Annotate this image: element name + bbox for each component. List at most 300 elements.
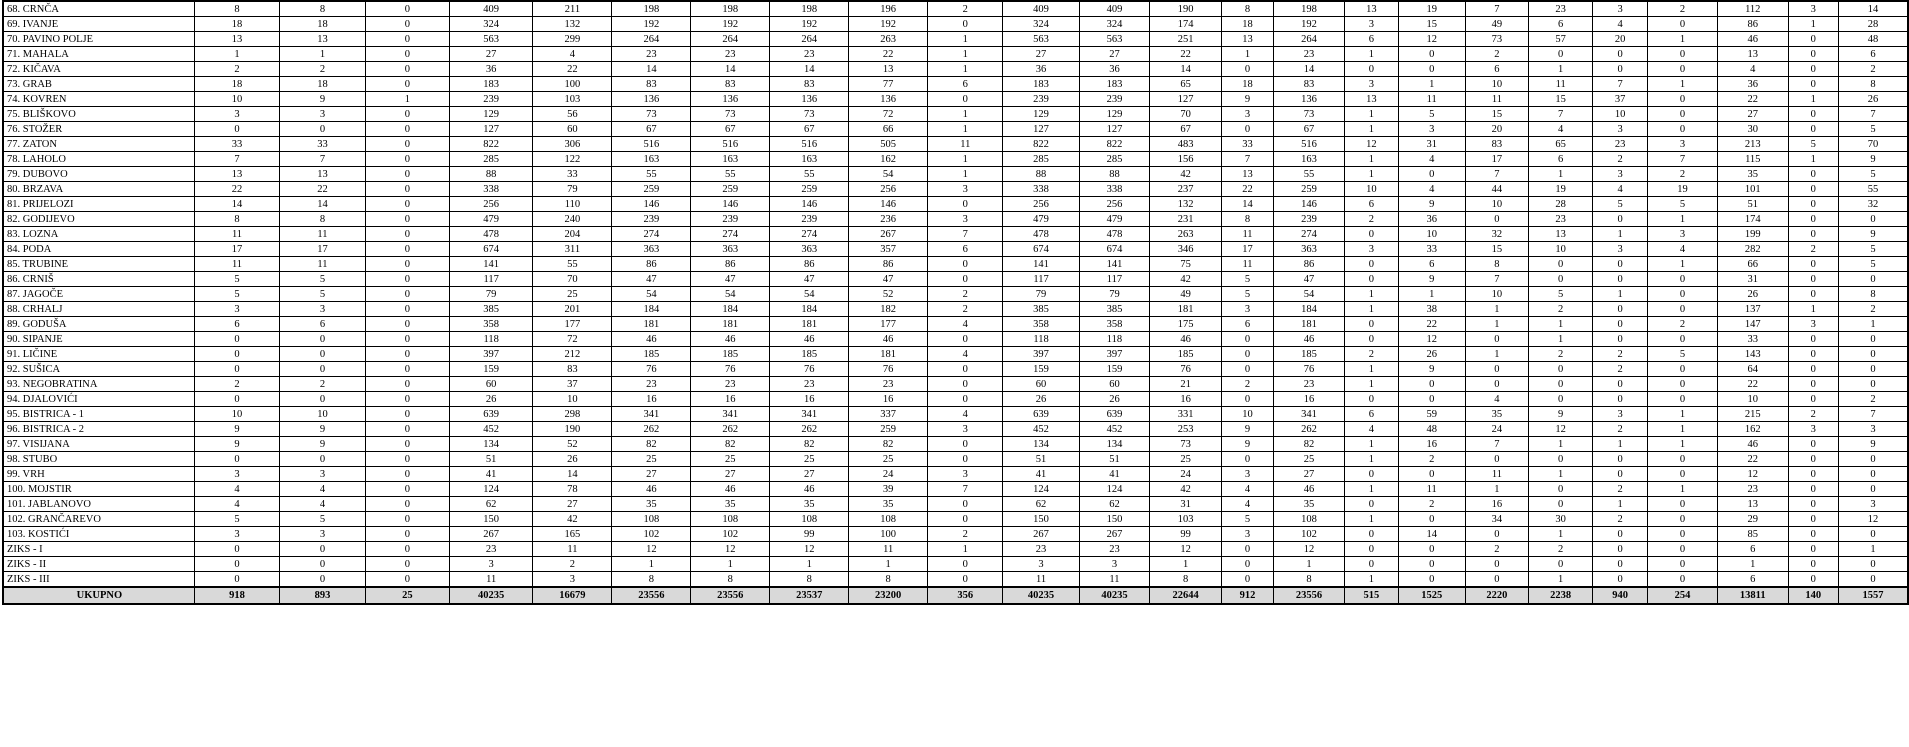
table-cell: 0: [1648, 392, 1718, 407]
table-cell: 3: [928, 182, 1003, 197]
table-cell: 516: [691, 137, 770, 152]
total-cell: 912: [1221, 587, 1273, 604]
table-cell: 0: [365, 527, 449, 542]
table-cell: 0: [365, 227, 449, 242]
table-cell: 47: [1274, 272, 1345, 287]
table-cell: 0: [1788, 47, 1838, 62]
table-cell: 311: [533, 242, 612, 257]
table-cell: 0: [1221, 122, 1273, 137]
table-cell: 0: [365, 107, 449, 122]
table-cell: 29: [1717, 512, 1788, 527]
table-cell: 0: [280, 347, 365, 362]
table-cell: 674: [449, 242, 533, 257]
table-cell: 163: [612, 152, 691, 167]
table-cell: 1: [1344, 287, 1398, 302]
table-cell: 60: [1079, 377, 1150, 392]
table-cell: 274: [770, 227, 849, 242]
table-cell: 1: [928, 167, 1003, 182]
table-cell: 79: [1003, 287, 1079, 302]
table-cell: 46: [1717, 437, 1788, 452]
table-cell: 1: [1344, 122, 1398, 137]
table-cell: 10: [533, 392, 612, 407]
table-cell: 23: [1274, 377, 1345, 392]
table-cell: 2: [1344, 212, 1398, 227]
table-cell: 0: [1529, 482, 1593, 497]
table-cell: 23: [849, 377, 928, 392]
table-cell: 282: [1717, 242, 1788, 257]
table-cell: 83: [770, 77, 849, 92]
table-cell: 23: [1274, 47, 1345, 62]
table-cell: 3: [1648, 227, 1718, 242]
table-cell: 11: [1003, 572, 1079, 588]
table-cell: 19: [1529, 182, 1593, 197]
table-cell: 2: [1593, 512, 1648, 527]
table-cell: 0: [194, 347, 279, 362]
table-cell: 0: [1344, 257, 1398, 272]
table-cell: 1: [770, 557, 849, 572]
table-cell: 2: [928, 527, 1003, 542]
table-cell: 0: [1648, 527, 1718, 542]
table-row: [3, 332, 1908, 347]
table-cell: 822: [449, 137, 533, 152]
table-cell: 0: [1839, 452, 1908, 467]
table-cell: 0: [928, 257, 1003, 272]
table-cell: 7: [928, 482, 1003, 497]
table-cell: 0: [1788, 542, 1838, 557]
table-cell: 0: [365, 422, 449, 437]
table-cell: 259: [1274, 182, 1345, 197]
table-cell: 181: [849, 347, 928, 362]
table-row: [3, 182, 1908, 197]
table-cell: 237: [1150, 182, 1222, 197]
table-cell: 6: [194, 317, 279, 332]
table-cell: 54: [691, 287, 770, 302]
table-cell: 16: [770, 392, 849, 407]
table-cell: 22: [533, 62, 612, 77]
table-cell: 346: [1150, 242, 1222, 257]
table-cell: 5: [1788, 137, 1838, 152]
table-cell: 0: [1398, 392, 1465, 407]
table-cell: 0: [1648, 122, 1718, 137]
table-cell: 0: [1648, 272, 1718, 287]
table-cell: 5: [1593, 197, 1648, 212]
table-cell: 1: [1529, 572, 1593, 588]
table-cell: 22: [1221, 182, 1273, 197]
table-cell: 0: [928, 437, 1003, 452]
table-cell: 3: [928, 422, 1003, 437]
table-cell: 1: [1839, 317, 1908, 332]
table-cell: 5: [1839, 122, 1908, 137]
total-cell: 140: [1788, 587, 1838, 604]
table-cell: 1: [1344, 302, 1398, 317]
table-cell: 2: [1593, 482, 1648, 497]
table-cell: 7: [1221, 152, 1273, 167]
table-cell: 73: [612, 107, 691, 122]
table-cell: 0: [928, 512, 1003, 527]
table-cell: 6: [1344, 32, 1398, 47]
table-cell: 31: [1150, 497, 1222, 512]
table-cell: 1: [1593, 287, 1648, 302]
table-row: [3, 107, 1908, 122]
table-cell: 16: [1465, 497, 1529, 512]
table-row: [3, 362, 1908, 377]
total-cell: 40235: [1003, 587, 1079, 604]
total-cell: 254: [1648, 587, 1718, 604]
table-cell: 2: [194, 377, 279, 392]
table-cell: 0: [365, 137, 449, 152]
table-cell: 33: [1398, 242, 1465, 257]
table-cell: 397: [1079, 347, 1150, 362]
table-cell: 4: [1465, 392, 1529, 407]
table-cell: 0: [1648, 542, 1718, 557]
table-cell: 9: [194, 437, 279, 452]
table-cell: 264: [691, 32, 770, 47]
table-cell: 192: [770, 17, 849, 32]
row-label-cell: 97. VISIJANA: [3, 437, 194, 452]
total-cell: 16679: [533, 587, 612, 604]
table-cell: 33: [194, 137, 279, 152]
table-cell: 3: [1593, 122, 1648, 137]
table-cell: 0: [1221, 392, 1273, 407]
table-cell: 0: [1529, 362, 1593, 377]
table-cell: 251: [1150, 32, 1222, 47]
row-label-cell: 100. MOJSTIR: [3, 482, 194, 497]
table-row: [3, 152, 1908, 167]
row-label-cell: 94. DJALOVIĆI: [3, 392, 194, 407]
table-cell: 2: [1221, 377, 1273, 392]
table-cell: 0: [1788, 212, 1838, 227]
table-cell: 4: [533, 47, 612, 62]
row-label-cell: 76. STOŽER: [3, 122, 194, 137]
row-label-cell: 87. JAGOČE: [3, 287, 194, 302]
table-cell: 122: [533, 152, 612, 167]
table-cell: 27: [612, 467, 691, 482]
table-cell: 12: [1398, 332, 1465, 347]
table-cell: 13: [280, 167, 365, 182]
table-cell: 85: [1717, 527, 1788, 542]
table-cell: 0: [1788, 122, 1838, 137]
table-cell: 118: [1003, 332, 1079, 347]
row-label-cell: 82. GODIJEVO: [3, 212, 194, 227]
table-cell: 5: [280, 512, 365, 527]
table-cell: 0: [1788, 512, 1838, 527]
table-cell: 86: [1717, 17, 1788, 32]
table-cell: 7: [1465, 272, 1529, 287]
table-cell: 267: [449, 527, 533, 542]
table-cell: 129: [449, 107, 533, 122]
row-label-cell: ZIKS - III: [3, 572, 194, 588]
table-cell: 185: [1150, 347, 1222, 362]
table-cell: 26: [1398, 347, 1465, 362]
table-cell: 7: [1465, 1, 1529, 17]
table-cell: 2: [1593, 362, 1648, 377]
table-cell: 0: [1465, 212, 1529, 227]
table-row: [3, 437, 1908, 452]
total-cell: 23200: [849, 587, 928, 604]
table-cell: 479: [1079, 212, 1150, 227]
table-cell: 67: [612, 122, 691, 137]
table-cell: 2: [1344, 347, 1398, 362]
table-cell: 0: [928, 272, 1003, 287]
table-cell: 0: [1788, 482, 1838, 497]
table-cell: 6: [1465, 62, 1529, 77]
table-cell: 4: [1221, 497, 1273, 512]
table-cell: 324: [1003, 17, 1079, 32]
table-cell: 341: [1274, 407, 1345, 422]
table-cell: 1: [1465, 347, 1529, 362]
table-cell: 14: [1274, 62, 1345, 77]
table-cell: 41: [1003, 467, 1079, 482]
table-row: [3, 257, 1908, 272]
table-cell: 55: [770, 167, 849, 182]
table-cell: 0: [1593, 557, 1648, 572]
table-cell: 0: [365, 302, 449, 317]
table-cell: 3: [449, 557, 533, 572]
table-cell: 22: [1398, 317, 1465, 332]
table-cell: 83: [1465, 137, 1529, 152]
table-cell: 66: [1717, 257, 1788, 272]
table-cell: 181: [1274, 317, 1345, 332]
table-cell: 55: [1839, 182, 1908, 197]
table-cell: 3: [194, 107, 279, 122]
table-cell: 2: [1839, 302, 1908, 317]
table-cell: 8: [1274, 572, 1345, 588]
table-cell: 199: [1717, 227, 1788, 242]
table-cell: 0: [1593, 272, 1648, 287]
table-cell: 177: [533, 317, 612, 332]
table-cell: 1: [1529, 167, 1593, 182]
table-cell: 306: [533, 137, 612, 152]
table-cell: 184: [691, 302, 770, 317]
table-cell: 159: [449, 362, 533, 377]
table-cell: 2: [1593, 422, 1648, 437]
table-cell: 55: [533, 257, 612, 272]
table-cell: 18: [194, 17, 279, 32]
table-cell: 0: [1648, 17, 1718, 32]
table-cell: 0: [1593, 302, 1648, 317]
row-label-cell: 78. LAHOLO: [3, 152, 194, 167]
row-label-cell: 90. SIPANJE: [3, 332, 194, 347]
table-cell: 48: [1398, 422, 1465, 437]
table-cell: 181: [770, 317, 849, 332]
table-cell: 64: [1717, 362, 1788, 377]
table-cell: 108: [770, 512, 849, 527]
table-cell: 341: [770, 407, 849, 422]
table-cell: 3: [1344, 17, 1398, 32]
table-cell: 18: [280, 17, 365, 32]
table-cell: 25: [691, 452, 770, 467]
table-cell: 0: [1465, 557, 1529, 572]
table-cell: 99: [1150, 527, 1222, 542]
table-cell: 27: [1717, 107, 1788, 122]
table-cell: 11: [280, 227, 365, 242]
table-cell: 11: [1465, 92, 1529, 107]
table-cell: 4: [1398, 152, 1465, 167]
table-cell: 35: [849, 497, 928, 512]
total-cell: 40235: [1079, 587, 1150, 604]
total-cell: 23556: [612, 587, 691, 604]
table-cell: 1: [849, 557, 928, 572]
table-cell: 6: [1717, 542, 1788, 557]
table-cell: 60: [449, 377, 533, 392]
table-cell: 274: [1274, 227, 1345, 242]
table-cell: 54: [612, 287, 691, 302]
table-cell: 117: [449, 272, 533, 287]
table-cell: 129: [1079, 107, 1150, 122]
table-cell: 124: [1003, 482, 1079, 497]
table-cell: 1: [1344, 47, 1398, 62]
table-cell: 25: [1274, 452, 1345, 467]
table-cell: 3: [1398, 122, 1465, 137]
row-label-cell: 75. BLIŠKOVO: [3, 107, 194, 122]
table-cell: 16: [612, 392, 691, 407]
table-cell: 563: [449, 32, 533, 47]
table-cell: 0: [194, 122, 279, 137]
table-cell: 103: [1150, 512, 1222, 527]
table-cell: 0: [1221, 332, 1273, 347]
table-cell: 0: [1788, 62, 1838, 77]
table-cell: 0: [928, 392, 1003, 407]
table-cell: 0: [365, 497, 449, 512]
table-cell: 79: [1079, 287, 1150, 302]
table-cell: 0: [1593, 572, 1648, 588]
table-cell: 0: [1465, 527, 1529, 542]
table-cell: 17: [1221, 242, 1273, 257]
table-cell: 3: [1079, 557, 1150, 572]
table-cell: 239: [1003, 92, 1079, 107]
table-cell: 1: [1788, 152, 1838, 167]
table-cell: 0: [1398, 572, 1465, 588]
table-cell: 274: [612, 227, 691, 242]
table-cell: 1: [1150, 557, 1222, 572]
table-cell: 5: [1221, 272, 1273, 287]
table-cell: 108: [849, 512, 928, 527]
table-cell: 8: [691, 572, 770, 588]
table-cell: 33: [533, 167, 612, 182]
table-cell: 12: [1839, 512, 1908, 527]
table-cell: 156: [1150, 152, 1222, 167]
table-cell: 5: [1648, 347, 1718, 362]
table-cell: 563: [1079, 32, 1150, 47]
table-cell: 0: [1344, 542, 1398, 557]
table-cell: 1: [1529, 527, 1593, 542]
table-cell: 72: [533, 332, 612, 347]
table-cell: 0: [1221, 62, 1273, 77]
table-cell: 75: [1150, 257, 1222, 272]
table-cell: 136: [770, 92, 849, 107]
table-cell: 259: [612, 182, 691, 197]
table-cell: 86: [691, 257, 770, 272]
table-cell: 0: [1465, 362, 1529, 377]
table-cell: 0: [1648, 557, 1718, 572]
table-cell: 0: [1398, 62, 1465, 77]
row-label-cell: 99. VRH: [3, 467, 194, 482]
total-cell: 1525: [1398, 587, 1465, 604]
total-cell: 13811: [1717, 587, 1788, 604]
table-cell: 0: [365, 467, 449, 482]
table-cell: 0: [1529, 452, 1593, 467]
table-cell: 25: [533, 287, 612, 302]
table-cell: 8: [1221, 1, 1273, 17]
table-cell: 0: [1465, 377, 1529, 392]
table-cell: 8: [1221, 212, 1273, 227]
table-cell: 5: [280, 287, 365, 302]
table-cell: 12: [770, 542, 849, 557]
table-cell: 2: [280, 377, 365, 392]
table-cell: 0: [1398, 467, 1465, 482]
table-cell: 34: [1465, 512, 1529, 527]
total-cell: 23537: [770, 587, 849, 604]
table-cell: 3: [928, 467, 1003, 482]
table-cell: 478: [1079, 227, 1150, 242]
table-cell: 181: [612, 317, 691, 332]
table-cell: 10: [1465, 197, 1529, 212]
table-cell: 0: [194, 572, 279, 588]
table-cell: 4: [194, 482, 279, 497]
table-cell: 99: [770, 527, 849, 542]
total-cell: 515: [1344, 587, 1398, 604]
table-cell: 397: [1003, 347, 1079, 362]
table-cell: 198: [1274, 1, 1345, 17]
table-cell: 1: [1465, 482, 1529, 497]
row-label-cell: 96. BISTRICA - 2: [3, 422, 194, 437]
table-cell: 409: [1003, 1, 1079, 17]
table-cell: 0: [1788, 362, 1838, 377]
table-cell: 12: [691, 542, 770, 557]
table-cell: 0: [1344, 227, 1398, 242]
table-cell: 0: [1648, 497, 1718, 512]
table-cell: 35: [1465, 407, 1529, 422]
table-cell: 10: [1465, 77, 1529, 92]
table-cell: 338: [1003, 182, 1079, 197]
table-cell: 163: [691, 152, 770, 167]
table-cell: 0: [1221, 452, 1273, 467]
table-cell: 46: [612, 332, 691, 347]
table-cell: 0: [1839, 557, 1908, 572]
row-label-cell: 88. CRHALJ: [3, 302, 194, 317]
table-cell: 42: [1150, 167, 1222, 182]
table-cell: 4: [928, 407, 1003, 422]
row-label-cell: 101. JABLANOVO: [3, 497, 194, 512]
table-cell: 38: [1398, 302, 1465, 317]
table-cell: 0: [280, 362, 365, 377]
table-cell: 239: [1274, 212, 1345, 227]
table-cell: 41: [1079, 467, 1150, 482]
table-cell: 134: [1079, 437, 1150, 452]
table-cell: 0: [280, 542, 365, 557]
table-cell: 147: [1717, 317, 1788, 332]
table-cell: 196: [849, 1, 928, 17]
table-cell: 6: [1529, 152, 1593, 167]
table-cell: 54: [1274, 287, 1345, 302]
table-cell: 338: [1079, 182, 1150, 197]
table-cell: 0: [1839, 212, 1908, 227]
table-row: [3, 62, 1908, 77]
table-cell: 192: [612, 17, 691, 32]
table-cell: 59: [1398, 407, 1465, 422]
table-cell: 1: [1529, 332, 1593, 347]
table-cell: 0: [1344, 272, 1398, 287]
table-cell: 41: [449, 467, 533, 482]
total-cell: 40235: [449, 587, 533, 604]
table-cell: 0: [1398, 557, 1465, 572]
table-cell: 0: [928, 332, 1003, 347]
results-table: [2, 0, 1909, 605]
table-cell: 10: [194, 407, 279, 422]
table-cell: 14: [612, 62, 691, 77]
table-cell: 0: [1529, 47, 1593, 62]
table-cell: 256: [1079, 197, 1150, 212]
